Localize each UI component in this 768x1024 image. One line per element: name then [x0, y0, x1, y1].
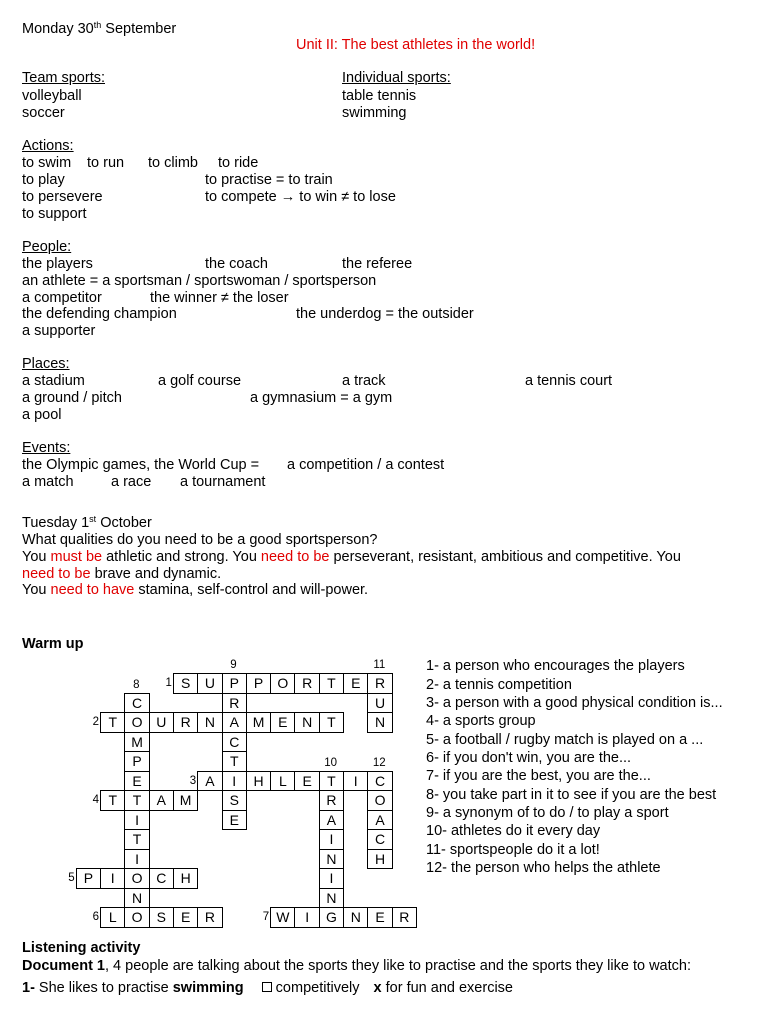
crossword-cell[interactable]: I — [319, 868, 345, 889]
crossword-cell[interactable]: S — [173, 673, 199, 694]
place-item: a stadium — [22, 373, 85, 389]
crossword-cell[interactable]: T — [100, 712, 126, 733]
people-item: the coach — [205, 256, 268, 272]
crossword-cell[interactable]: U — [197, 673, 223, 694]
people-item: a supporter — [22, 323, 96, 339]
action-item: to ride — [218, 155, 259, 171]
crossword-number: 2 — [92, 716, 99, 728]
crossword-cell[interactable]: M — [173, 790, 199, 811]
action-item: to climb — [148, 155, 198, 171]
actions-heading: Actions: — [22, 138, 74, 154]
crossword-cell[interactable]: T — [319, 771, 345, 792]
crossword-cell[interactable]: O — [124, 907, 150, 928]
crossword-number: 8 — [133, 678, 140, 691]
clue: 5- a football / rugby match is played on a ... — [426, 732, 704, 748]
crossword-cell[interactable]: W — [270, 907, 296, 928]
place-item: a ground / pitch — [22, 390, 122, 406]
crossword-cell[interactable]: R — [294, 673, 320, 694]
crossword-cell[interactable]: S — [149, 907, 175, 928]
crossword-cell[interactable]: L — [100, 907, 126, 928]
crossword-number: 9 — [230, 659, 237, 671]
crossword-cell[interactable]: C — [124, 693, 150, 714]
crossword-cell[interactable]: H — [173, 868, 199, 889]
crossword-cell[interactable]: M — [246, 712, 272, 733]
event-item: a tournament — [180, 474, 266, 490]
crossword-cell[interactable]: A — [222, 712, 248, 733]
date-monday: Monday 30th September — [22, 20, 177, 37]
people-item: the winner ≠ the loser — [150, 290, 289, 306]
crossword-cell[interactable]: P — [124, 751, 150, 772]
crossword-cell[interactable]: E — [367, 907, 393, 928]
crossword-number: 5 — [68, 872, 75, 884]
crossword-cell[interactable]: P — [76, 868, 102, 889]
crossword-cell[interactable]: T — [100, 790, 126, 811]
unit-title: Unit II: The best athletes in the world! — [296, 37, 536, 53]
place-item: a track — [342, 373, 386, 389]
qualities-question: What qualities do you need to be a good sportsperson? — [22, 532, 378, 548]
clue: 1- a person who encourages the players — [426, 658, 685, 674]
crossword-cell[interactable]: E — [173, 907, 199, 928]
crossword-cell[interactable]: U — [149, 712, 175, 733]
crossword-cell[interactable]: N — [367, 712, 393, 733]
crossword-cell[interactable]: A — [149, 790, 175, 811]
crossword-cell[interactable]: T — [124, 829, 150, 850]
crossword-cell[interactable]: P — [246, 673, 272, 694]
clue: 11- sportspeople do it a lot! — [426, 842, 600, 858]
crossword-cell[interactable]: O — [367, 790, 393, 811]
crossword-cell[interactable]: O — [124, 712, 150, 733]
event-item: a match — [22, 474, 74, 490]
people-item: an athlete = a sportsman / sportswoman / sportsperson — [22, 273, 377, 289]
crossword-cell[interactable]: E — [124, 771, 150, 792]
warmup-heading: Warm up — [22, 636, 84, 652]
crossword-cell[interactable]: E — [343, 673, 369, 694]
crossword-cell[interactable]: C — [367, 829, 393, 850]
clue: 12- the person who helps the athlete — [426, 860, 661, 876]
individual-sport-item: swimming — [342, 105, 407, 121]
crossword-cell[interactable]: E — [222, 810, 248, 831]
clue: 7- if you are the best, you are the... — [426, 768, 651, 784]
crossword-cell[interactable]: S — [222, 790, 248, 811]
crossword-cell[interactable]: H — [246, 771, 272, 792]
place-item: a tennis court — [525, 373, 613, 389]
action-item: to swim — [22, 155, 72, 171]
crossword-number: 11 — [373, 659, 386, 671]
people-item: the underdog = the outsider — [296, 306, 474, 322]
crossword-number: 3 — [189, 774, 197, 787]
individual-sport-item: table tennis — [342, 88, 417, 104]
crossword-cell[interactable]: N — [124, 888, 150, 909]
document-description: Document 1, 4 people are talking about the sports they like to practise and the sports they like to watch: — [22, 958, 691, 974]
qualities-line: need to be brave and dynamic. — [22, 566, 222, 582]
crossword-cell[interactable]: C — [149, 868, 175, 889]
crossword-number: 4 — [92, 794, 99, 806]
crossword-cell[interactable]: R — [222, 693, 248, 714]
qualities-line: You must be athletic and strong. You need to be perseverant, resistant, ambitious and competitive. You — [22, 549, 681, 565]
crossword-cell[interactable]: R — [197, 907, 223, 928]
action-item: to play — [22, 172, 65, 188]
crossword-cell[interactable]: N — [319, 888, 345, 909]
clue: 3- a person with a good physical condition is... — [426, 695, 723, 711]
team-sports-heading: Team sports: — [22, 70, 105, 86]
crossword-cell[interactable]: T — [319, 712, 345, 733]
crossword-cell[interactable]: M — [124, 732, 150, 753]
place-item: a pool — [22, 407, 62, 423]
crossword-cell[interactable]: I — [343, 771, 369, 792]
clue: 10- athletes do it every day — [426, 823, 601, 839]
crossword-number: 1 — [165, 677, 172, 689]
crossword-cell[interactable]: O — [270, 673, 296, 694]
individual-sports-heading: Individual sports: — [342, 70, 451, 86]
crossword-cell[interactable]: A — [319, 810, 345, 831]
places-heading: Places: — [22, 356, 70, 372]
place-item: a golf course — [158, 373, 242, 389]
crossword-cell[interactable]: R — [173, 712, 199, 733]
crossword-cell[interactable]: A — [197, 771, 223, 792]
crossword-cell[interactable]: I — [124, 849, 150, 870]
date-tuesday: Tuesday 1st October — [22, 514, 152, 531]
crossword-number: 6 — [92, 911, 99, 923]
people-item: the defending champion — [22, 306, 177, 322]
event-item: the Olympic games, the World Cup = — [22, 457, 260, 473]
checkbox-fun-checked[interactable]: x — [373, 980, 382, 996]
crossword-cell[interactable]: N — [197, 712, 223, 733]
clue: 4- a sports group — [426, 713, 536, 729]
team-sport-item: soccer — [22, 105, 65, 121]
action-item: to practise = to train — [205, 172, 333, 188]
people-item: the referee — [342, 256, 413, 272]
crossword-cell[interactable]: N — [319, 849, 345, 870]
crossword-cell[interactable]: I — [222, 771, 248, 792]
team-sport-item: volleyball — [22, 88, 82, 104]
action-item: to compete → to win ≠ to lose — [205, 189, 396, 205]
action-item: to persevere — [22, 189, 103, 205]
crossword-cell[interactable]: I — [124, 810, 150, 831]
events-heading: Events: — [22, 440, 71, 456]
question-1: 1- She likes to practise swimming competitively x for fun and exercise — [22, 980, 513, 996]
clue: 8- you take part in it to see if you are the best — [426, 787, 717, 803]
event-item: a race — [111, 474, 152, 490]
crossword-cell[interactable]: E — [294, 771, 320, 792]
checkbox-competitively[interactable] — [262, 982, 272, 992]
crossword-cell[interactable]: C — [367, 771, 393, 792]
crossword-cell[interactable]: G — [319, 907, 345, 928]
crossword-cell[interactable]: N — [294, 712, 320, 733]
clue: 9- a synonym of to do / to play a sport — [426, 805, 669, 821]
crossword-number: 10 — [324, 756, 338, 769]
people-item: the players — [22, 256, 93, 272]
crossword-cell[interactable]: T — [319, 673, 345, 694]
clue: 2- a tennis competition — [426, 677, 572, 693]
action-item: to run — [87, 155, 125, 171]
people-heading: People: — [22, 239, 72, 255]
crossword-cell[interactable]: P — [222, 673, 248, 694]
event-item: a competition / a contest — [287, 457, 445, 473]
listening-heading: Listening activity — [22, 940, 141, 956]
people-item: a competitor — [22, 290, 102, 306]
crossword-cell[interactable]: O — [124, 868, 150, 889]
crossword-cell[interactable]: R — [367, 673, 393, 694]
clue: 6- if you don't win, you are the... — [426, 750, 632, 766]
crossword-cell[interactable]: R — [392, 907, 418, 928]
crossword-number: 7 — [262, 911, 270, 923]
crossword-cell[interactable]: T — [124, 790, 150, 811]
crossword-number: 12 — [372, 756, 386, 769]
crossword-cell[interactable]: R — [319, 790, 345, 811]
crossword-cell[interactable]: T — [222, 751, 248, 772]
qualities-line: You need to have stamina, self-control and will-power. — [22, 582, 369, 598]
crossword-cell[interactable]: I — [319, 829, 345, 850]
crossword-cell[interactable]: L — [270, 771, 296, 792]
crossword-cell[interactable]: U — [367, 693, 393, 714]
crossword-cell[interactable]: I — [294, 907, 320, 928]
action-item: to support — [22, 206, 87, 222]
place-item: a gymnasium = a gym — [250, 390, 393, 406]
crossword-cell[interactable]: H — [367, 849, 393, 870]
crossword-cell[interactable]: A — [367, 810, 393, 831]
crossword-cell[interactable]: I — [100, 868, 126, 889]
crossword-cell[interactable]: N — [343, 907, 369, 928]
crossword-cell[interactable]: E — [270, 712, 296, 733]
crossword-cell[interactable]: C — [222, 732, 248, 753]
